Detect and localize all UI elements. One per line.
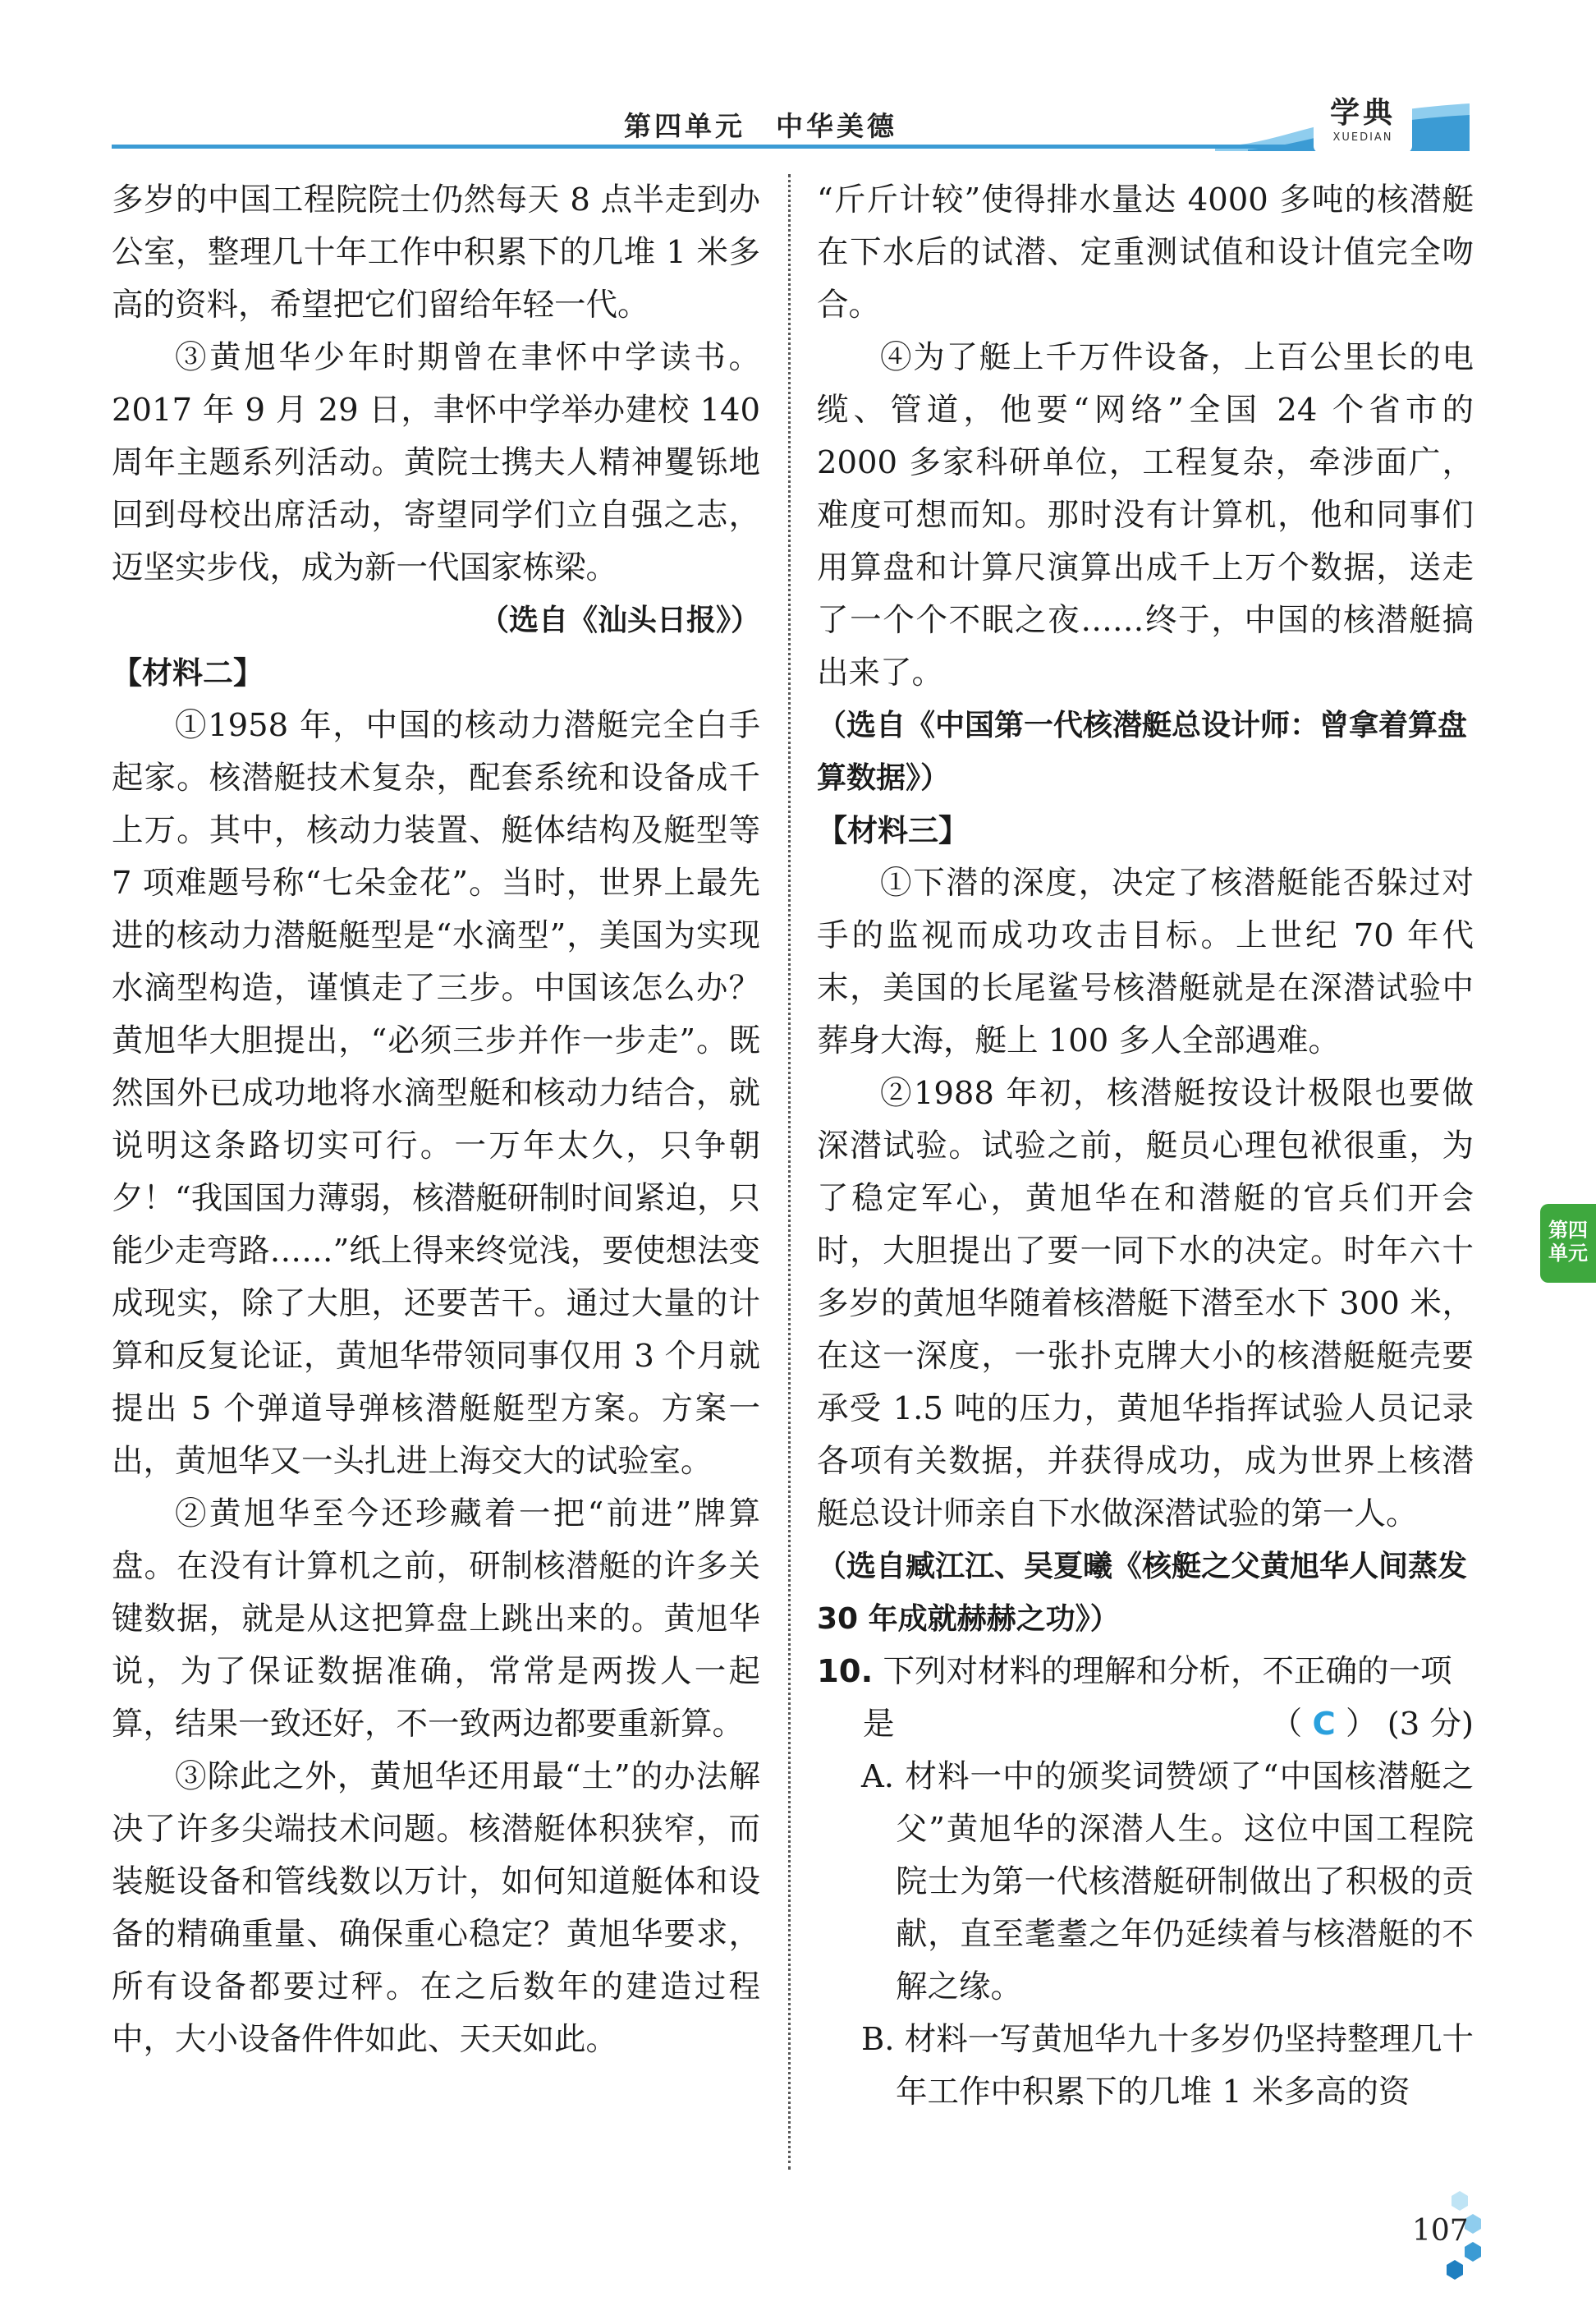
left-paragraph-4: ②黄旭华至今还珍藏着一把“前进”牌算盘。在没有计算机之前，研制核潜艇的许多关键数据，就是从这把算盘上跳出来的。黄旭华说，为了保证数据准确，常常是两拨人一起算，结果一致还好，不一致两边都要重新算。 [112, 1495, 760, 1743]
question-stem-line [817, 1646, 1474, 1698]
right-paragraph-4: ②1988 年初，核潜艇按设计极限也要做深潜试验。试验之前，艇员心理包袱很重，为了稳定军心，黄旭华在和潜艇的官兵们开会时，大胆提出了要一同下水的决定。时年六十多岁的黄旭华随着核潜艇下潜至水下 300 米，在这一深度，一张扑克牌大小的核潜艇艇壳要承受 1.5 吨的压力，黄旭华指挥试验人员记录各项有关数据，并获得成功，成为世界上核潜艇总设计师亲自下水做深潜试验的第一人。 [817, 1075, 1474, 1532]
material-three-heading: 【材料三】 [817, 813, 969, 848]
question-stem: 下列对材料的理解和分析，不正确的一项 [883, 1653, 1452, 1690]
right-column [817, 174, 1474, 2119]
source-citation-3: （选自臧江江、吴夏曦《核艇之父黄旭华人间蒸发 30 年成就赫赫之功》） [817, 1550, 1468, 1636]
header-rule [112, 145, 1368, 149]
left-paragraph-3: ①1958 年，中国的核动力潜艇完全白手起家。核潜艇技术复杂，配套系统和设备成千上万。其中，核动力装置、艇体结构及艇型等 7 项难题号称“七朵金花”。当时，世界上最先进的核动力潜艇艇型是“水滴型”，美国为实现水滴型构造，谨慎走了三步。中国该怎么办？黄旭华大胆提出，“必须三步并作一步走”。既然国外已成功地将水滴型艇和核动力结合，就说明这条路切实可行。一万年太久，只争朝夕！“我国国力薄弱，核潜艇研制时间紧迫，只能少走弯路……”纸上得来终觉浅，要使想法变成现实，除了大胆，还要苦干。通过大量的计算和反复论证，黄旭华带领同事仅用 3 个月就提出 5 个弹道导弹核潜艇艇型方案。方案一出，黄旭华又一头扎进上海交大的试验室。 [112, 707, 760, 1480]
answer-paren-close: ） [1345, 1706, 1378, 1743]
question-number: 10. [817, 1653, 874, 1690]
source-citation-1: （选自《汕头日报》） [479, 604, 760, 637]
right-paragraph-1: “斤斤计较”使得排水量达 4000 多吨的核潜艇在下水后的试潜、定重测试值和设计值完全吻合。 [817, 181, 1474, 324]
left-paragraph-5: ③除此之外，黄旭华还用最“土”的办法解决了许多尖端技术问题。核潜艇体积狭窄，而装艇设备和管线数以万计，如何知道艇体和设备的精确重量、确保重心稳定？黄旭华要求，所有设备都要过秤。在之后数年的建造过程中，大小设备件件如此、天天如此。 [112, 1758, 760, 2058]
source-citation-2: （选自《中国第一代核潜艇总设计师：曾拿着算盘算数据》） [817, 709, 1468, 795]
column-divider [788, 174, 791, 2170]
left-column [112, 174, 760, 2066]
side-tab-line-1: 第四 [1548, 1219, 1588, 1242]
left-paragraph-1: 多岁的中国工程院院士仍然每天 8 点半走到办公室，整理几十年工作中积累下的几堆 1 米多高的资料，希望把它们留给年轻一代。 [112, 181, 760, 324]
question-stem-end: 是 [863, 1706, 895, 1743]
brand-name: 学典 [1329, 96, 1396, 130]
page-number: 107 [1412, 2214, 1469, 2248]
brand-logo [1314, 95, 1412, 153]
question-10 [817, 1646, 1474, 2119]
answer-value: C [1312, 1706, 1336, 1743]
brand-pinyin: XUEDIAN [1332, 131, 1393, 144]
unit-title: 第四单元 中华美德 [624, 110, 897, 142]
answer-slot [1271, 1698, 1474, 1751]
right-paragraph-2: ④为了艇上千万件设备，上百公里长的电缆、管道，他要“网络”全国 24 个省市的 2000 多家科研单位，工程复杂，牵涉面广，难度可想而知。那时没有计算机，他和同事们用算盘和计算尺演算出成千上万个数据，送走了一个个不眠之夜……终于，中国的核潜艇搞出来了。 [817, 339, 1474, 691]
answer-line [817, 1698, 1474, 1751]
question-points: (3 分) [1387, 1706, 1474, 1743]
answer-paren-open: （ [1270, 1706, 1303, 1743]
side-tab-line-2: 单元 [1548, 1242, 1588, 1265]
left-paragraph-2: ③黄旭华少年时期曾在聿怀中学读书。2017 年 9 月 29 日，聿怀中学举办建校 140 周年主题系列活动。黄院士携夫人精神矍铄地回到母校出席活动，寄望同学们立自强之志，迈坚实步伐，成为新一代国家栋梁。 [112, 339, 760, 586]
right-paragraph-3: ①下潜的深度，决定了核潜艇能否躲过对手的监视而成功攻击目标。上世纪 70 年代末，美国的长尾鲨号核潜艇就是在深潜试验中葬身大海，艇上 100 多人全部遇难。 [817, 865, 1474, 1059]
unit-side-tab [1540, 1204, 1596, 1283]
option-a: A. 材料一中的颁奖词赞颂了“中国核潜艇之父”黄旭华的深潜人生。这位中国工程院院士为第一代核潜艇研制做出了积极的贡献，直至耄耋之年仍延续着与核潜艇的不解之缘。 [861, 1758, 1474, 2005]
material-two-heading: 【材料二】 [112, 655, 264, 691]
option-b: B. 材料一写黄旭华九十多岁仍坚持整理几十年工作中积累下的几堆 1 米多高的资 [861, 2021, 1474, 2111]
